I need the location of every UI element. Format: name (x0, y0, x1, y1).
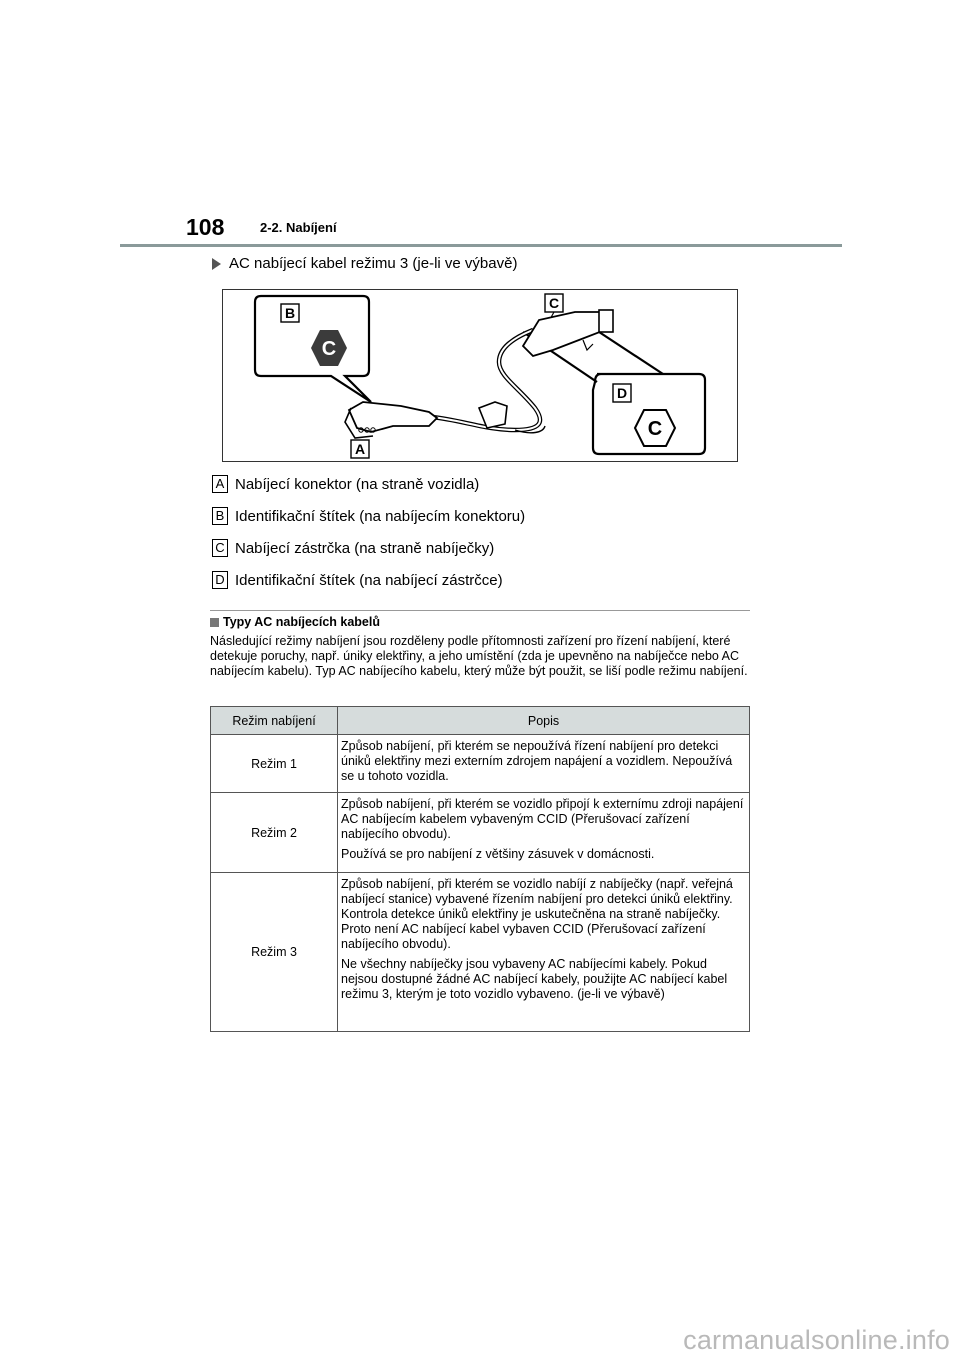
cable-illustration (222, 289, 738, 462)
intro-line (212, 255, 517, 272)
page-number: 108 (186, 214, 225, 240)
table-cell-description (338, 793, 750, 873)
legend-letter-box: C (212, 539, 228, 557)
legend-letter-box: D (212, 571, 228, 589)
hex-symbol-left: C (321, 338, 337, 360)
square-bullet-icon (210, 618, 219, 627)
subsection-heading-text: Typy AC nabíjecích kabelů (223, 615, 380, 629)
charger-plug (523, 312, 605, 356)
description-paragraph: Používá se pro nabíjení z většiny zásuvek v domácnosti. (341, 847, 655, 861)
table-cell-description (338, 735, 750, 793)
callout-d-letter: D (616, 385, 628, 401)
description-paragraph: Způsob nabíjení, při kterém se nepoužívá řízení nabíjení pro detekci úniků elektřiny mezi externím zdrojem napájení a vozidlem. Nepoužívá se u tohoto vozidla. (341, 739, 733, 783)
charger-plug-tip (599, 310, 613, 332)
plug-latch (583, 340, 593, 350)
intro-text: AC nabíjecí kabel režimu 3 (je-li ve výbavě) (229, 255, 518, 272)
legend-text: Identifikační štítek (na nabíjecím konektoru) (235, 507, 526, 525)
table-cell-mode: Režim 1 (211, 735, 338, 793)
subsection-heading (210, 615, 380, 629)
description-paragraph: Způsob nabíjení, při kterém se vozidlo připojí k externímu zdroji napájení AC nabíjecím kabelem vybaveným CCID (Přerušovací zařízení nabíjecího obvodu). (341, 797, 744, 841)
control-box (479, 402, 507, 428)
subsection-paragraph: Následující režimy nabíjení jsou rozděleny podle přítomnosti zařízení pro řízení nabíjení, které detekuje poruchy, např. úniky elektřiny, a jeho umístění (zda je upevněno na nabíječce nebo AC nabíjecím kabelu). Typ AC nabíjecího kabelu, který může být použit, se liší podle režimu nabíjení. (210, 634, 748, 678)
legend-letter-box: B (212, 507, 228, 525)
description-paragraph: Ne všechny nabíječky jsou vybaveny AC nabíjecími kabely. Pokud nejsou dostupné žádné AC nabíjecí kabely, použijte AC nabíjecí kabel režimu 3, kterým je toto vozidlo vybaveno. (je-li ve výbavě) (341, 957, 728, 1001)
legend-item-b (212, 507, 525, 525)
legend-letter-box: A (212, 475, 228, 493)
table-header-row (211, 707, 750, 735)
table-cell-mode: Režim 3 (211, 873, 338, 1032)
cable-drawing (223, 290, 737, 461)
section-divider (210, 610, 750, 611)
legend-item-a (212, 475, 479, 493)
section-title: 2-2. Nabíjení (260, 220, 337, 235)
vehicle-connector (349, 402, 437, 432)
table-header-description: Popis (338, 707, 750, 735)
legend-text: Nabíjecí konektor (na straně vozidla) (235, 475, 480, 493)
header-rule (120, 244, 842, 247)
watermark: carmanualsonline.info (683, 1325, 950, 1355)
legend-text: Identifikační štítek (na nabíjecí zástrčce) (235, 571, 503, 589)
table-row (211, 873, 750, 1032)
charging-modes-table (210, 706, 750, 1032)
callout-a-letter: A (354, 441, 366, 457)
callout-c-letter: C (548, 295, 560, 311)
legend-text: Nabíjecí zástrčka (na straně nabíječky) (235, 539, 495, 557)
callout-b-letter: B (284, 305, 296, 321)
legend-item-c (212, 539, 494, 557)
description-paragraph: Způsob nabíjení, při kterém se vozidlo nabíjí z nabíječky (např. veřejná nabíjecí stanice) vybavené řízením nabíjení pro detekci úniků elektřiny. Kontrola detekce úniků elektřiny je uskutečněna na straně nabíječky. Proto není AC nabíjecí kabel vybaven CCID (Přerušovací zařízení nabíjecího obvodu). (341, 877, 733, 951)
callout-d-pointer-right (593, 328, 663, 374)
legend-item-d (212, 571, 503, 589)
table-row (211, 793, 750, 873)
table-header-mode: Režim nabíjení (211, 707, 338, 735)
table-cell-description (338, 873, 750, 1032)
table-row (211, 735, 750, 793)
triangle-bullet-icon (212, 258, 221, 270)
table-cell-mode: Režim 2 (211, 793, 338, 873)
hex-symbol-right: C (647, 418, 663, 440)
